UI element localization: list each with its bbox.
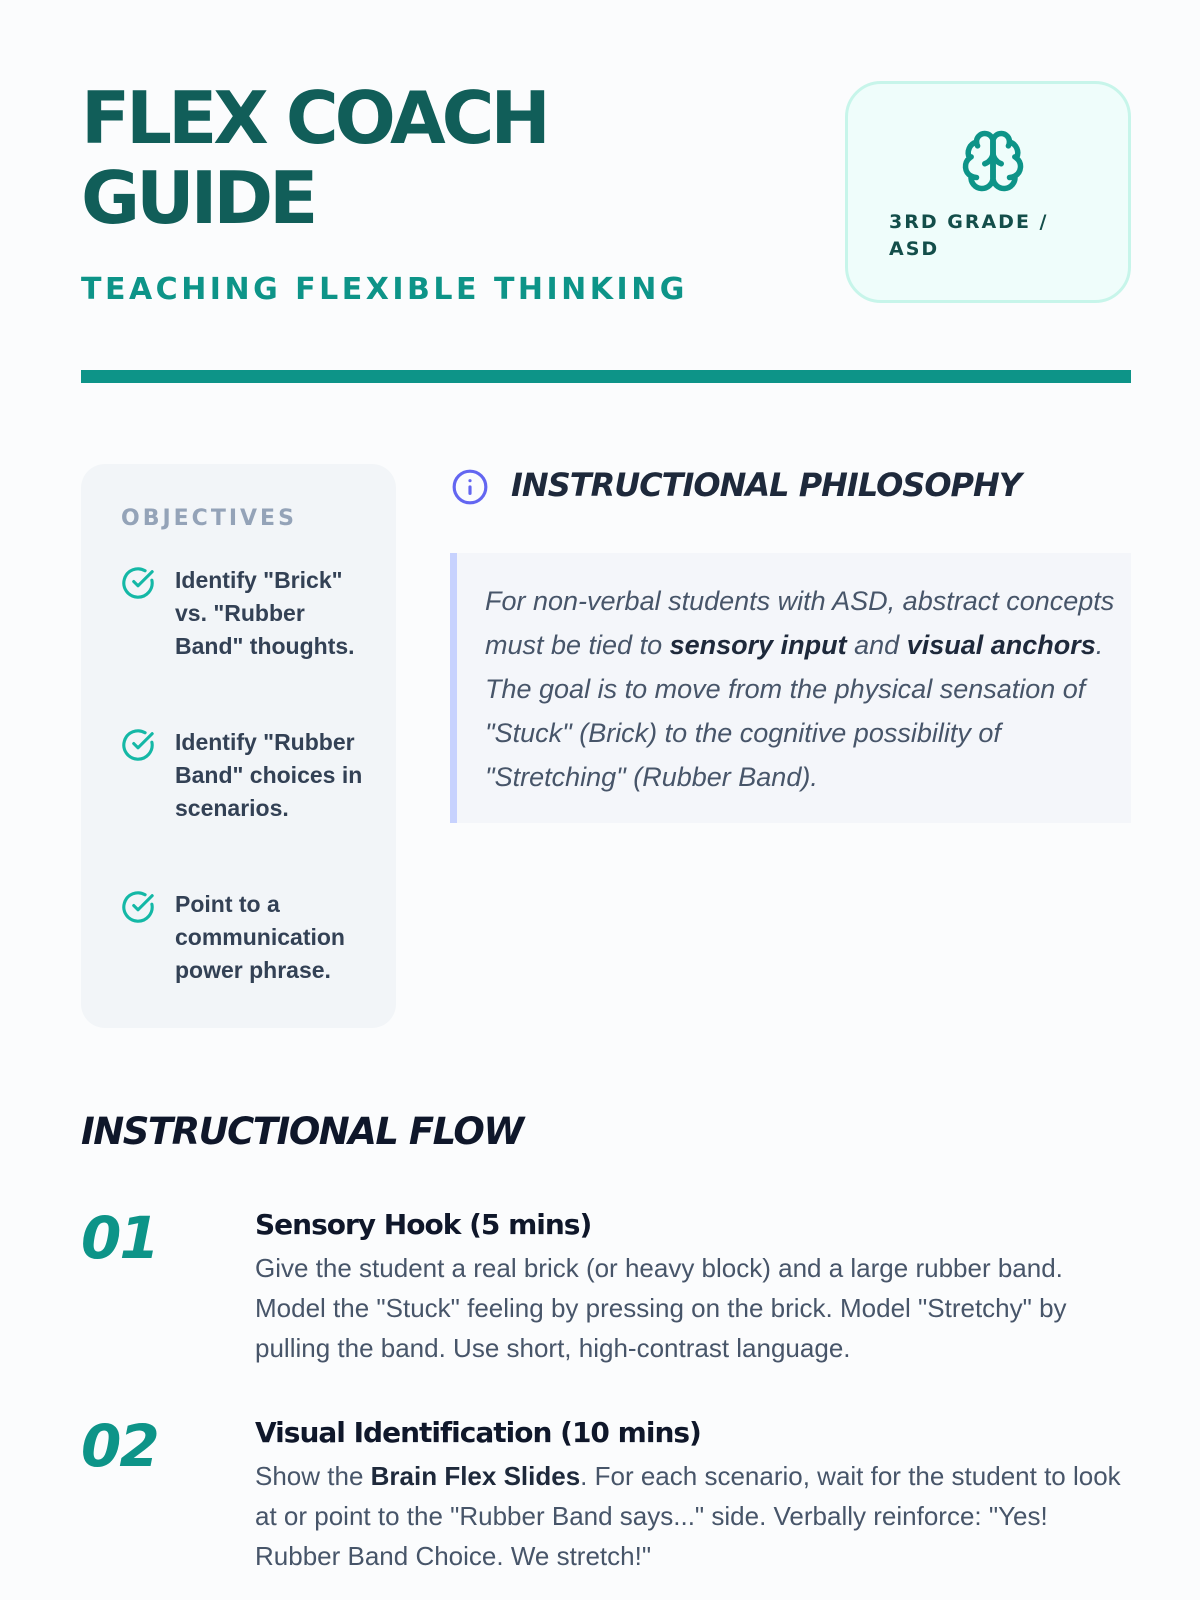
check-circle-icon (121, 728, 155, 762)
check-circle-icon (121, 566, 155, 600)
step-number: 02 (81, 1412, 158, 1480)
quote-emphasis: visual anchors (906, 630, 1096, 660)
step-emphasis: Brain Flex Slides (370, 1461, 581, 1491)
check-circle-icon (121, 890, 155, 924)
quote-emphasis: sensory input (669, 630, 847, 660)
philosophy-heading: INSTRUCTIONAL PHILOSOPHY (511, 466, 1021, 504)
step-body: Show the Brain Flex Slides. For each scenario, wait for the student to look at or point to the "Rubber Band says..." side. Verbally reinforce: "Yes! Rubber Band Choice. We stretch!" (255, 1461, 1121, 1571)
flow-heading: INSTRUCTIONAL FLOW (81, 1110, 523, 1153)
grade-badge (845, 81, 1131, 303)
step-title: Sensory Hook (5 mins) (255, 1208, 592, 1241)
header-divider (81, 370, 1131, 383)
philosophy-quote: For non-verbal students with ASD, abstract concepts must be tied to sensory input and visual anchors. The goal is to move from the physical sensation of "Stuck" (Brick) to the cognitive possibility of "Stretching" (Rubber Band). (450, 553, 1131, 823)
objective-text: Identify "Rubber Band" choices in scenarios. (175, 729, 363, 821)
step-title: Visual Identification (10 mins) (255, 1416, 701, 1449)
badge-label: 3RD GRADE / ASD (889, 211, 1049, 260)
objective-text: Identify "Brick" vs. "Rubber Band" thoughts. (175, 567, 355, 659)
info-icon (451, 468, 489, 506)
brain-icon (960, 128, 1026, 194)
page-title: FLEX COACH GUIDE (81, 76, 547, 240)
page-subtitle: TEACHING FLEXIBLE THINKING (81, 272, 688, 307)
objectives-heading: OBJECTIVES (121, 506, 297, 531)
objectives-card (81, 464, 396, 1028)
objective-text: Point to a communication power phrase. (175, 891, 345, 983)
step-number: 01 (81, 1204, 158, 1272)
step-body: Give the student a real brick (or heavy block) and a large rubber band. Model the "Stuck" feeling by pressing on the brick. Model "Stretchy" by pulling the band. Use short, high-contrast language. (255, 1253, 1067, 1363)
guide-page (81, 0, 1131, 1600)
